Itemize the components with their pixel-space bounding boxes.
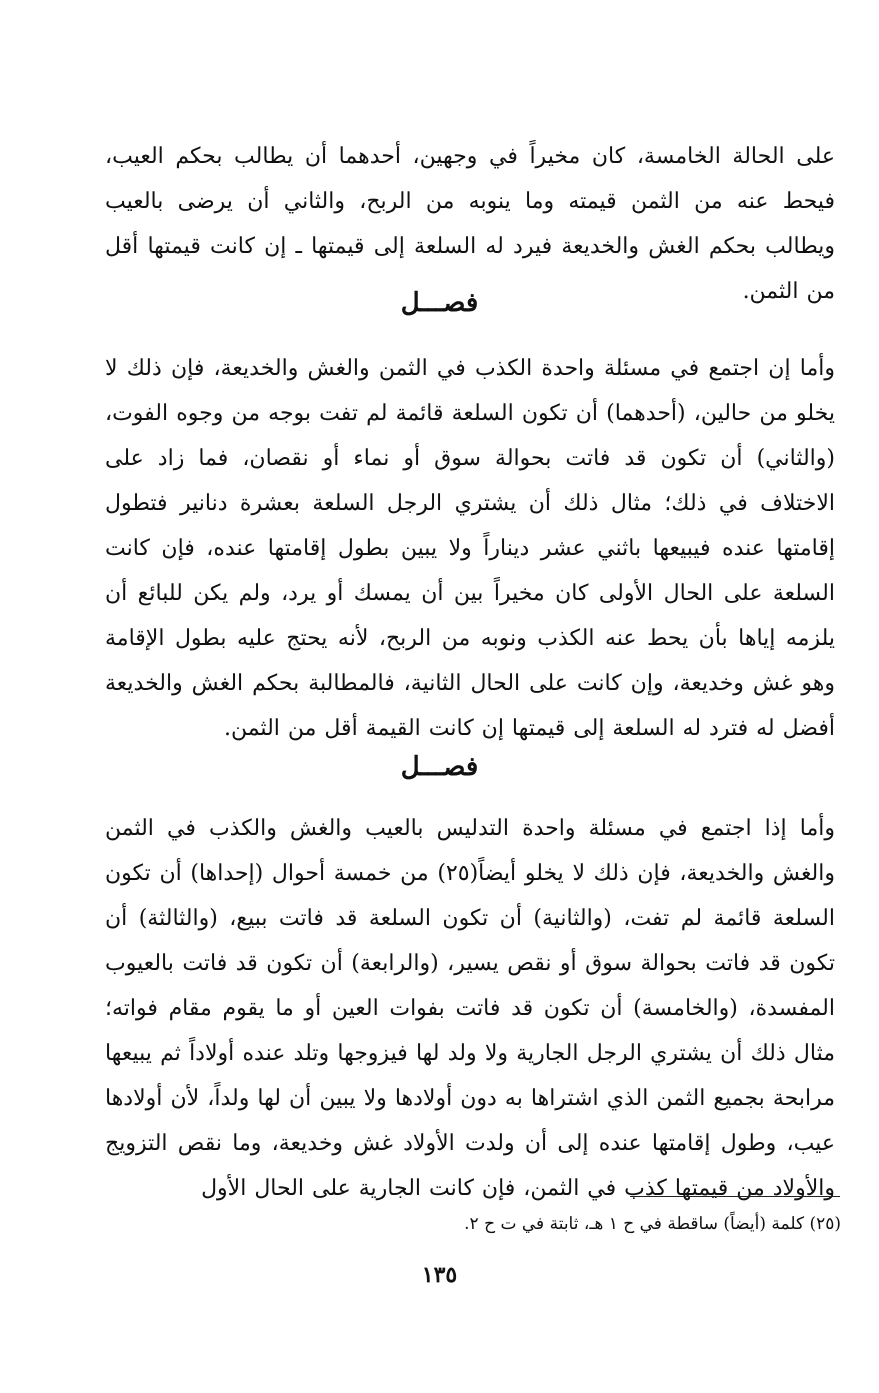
paragraph-3: وأما إذا اجتمع في مسئلة واحدة التدليس بالعيب والغش والكذب في الثمن والغش والخديعة، فإن ذلك لا يخلو أيضاً(٢٥) من خمسة أحوال (إحداها) أن تكون السلعة قائمة لم تفت، (والثانية) أن تكون السلعة قد فاتت ببيع، (والثالثة) أن تكون قد فاتت بحوالة سوق أو نقص يسير، (والرابعة) أن تكون قد فاتت بالعيوب المفسدة، (والخامسة) أن تكون قد فاتت بفوات العين أو ما يقوم مقام فواته؛ مثال ذلك أن يشتري الرجل الجارية ولا ولد لها فيزوجها وتلد عنده أولاداً ثم يبيعها مرابحة بجميع الثمن الذي اشتراها به دون أولادها ولا يبين أن لها ولداً، لأن أولادها عيب، وطول إقامتها عنده إلى أن ولدت الأولاد غش وخديعة، وما نقص التزويج والأولاد من قيمتها كذب في الثمن، فإن كانت الجارية على الحال الأول bbox=[105, 816, 835, 1201]
paragraph-1: على الحالة الخامسة، كان مخيراً في وجهين، أحدهما أن يطالب بحكم العيب، فيحط عنه من الثمن قيمته وما ينوبه من الربح، والثاني أن يرضى بالعيب ويطالب بحكم الغش والخديعة فيرد له السلعة إلى قيمتها ـ إن كانت قيمتها أقل من الثمن. bbox=[105, 144, 835, 304]
footnote: (٢٥) كلمة (أيضاً) ساقطة في ح ١ هـ، ثابتة في ت ح ٢. bbox=[464, 1214, 841, 1234]
footnote-divider bbox=[630, 1196, 840, 1197]
section-heading-1: فصـــل bbox=[400, 288, 479, 318]
section-heading-2: فصـــل bbox=[400, 752, 479, 782]
page-number: ١٣٥ bbox=[421, 1262, 458, 1288]
paragraph-2: وأما إن اجتمع في مسئلة واحدة الكذب في الثمن والغش والخديعة، فإن ذلك لا يخلو من حالين، (أحدهما) أن تكون السلعة قائمة لم تفت بوجه من وجوه الفوت، (والثاني) أن تكون قد فاتت بحوالة سوق أو نماء أو نقصان، فما زاد على الاختلاف في ذلك؛ مثال ذلك أن يشتري الرجل السلعة بعشرة دنانير فتطول إقامتها عنده فيبيعها باثني عشر ديناراً ولا يبين بطول إقامتها عنده، فإن كانت السلعة على الحال الأولى كان مخيراً بين أن يمسك أو يرد، ولم يكن للبائع أن يلزمه إياها بأن يحط عنه الكذب ونوبه من الربح، لأنه يحتج عليه بطول الإقامة وهو غش وخديعة، وإن كانت على الحال الثانية، فالمطالبة بحكم الغش والخديعة أفضل له فترد له السلعة إلى قيمتها إن كانت القيمة أقل من الثمن. bbox=[105, 356, 835, 741]
